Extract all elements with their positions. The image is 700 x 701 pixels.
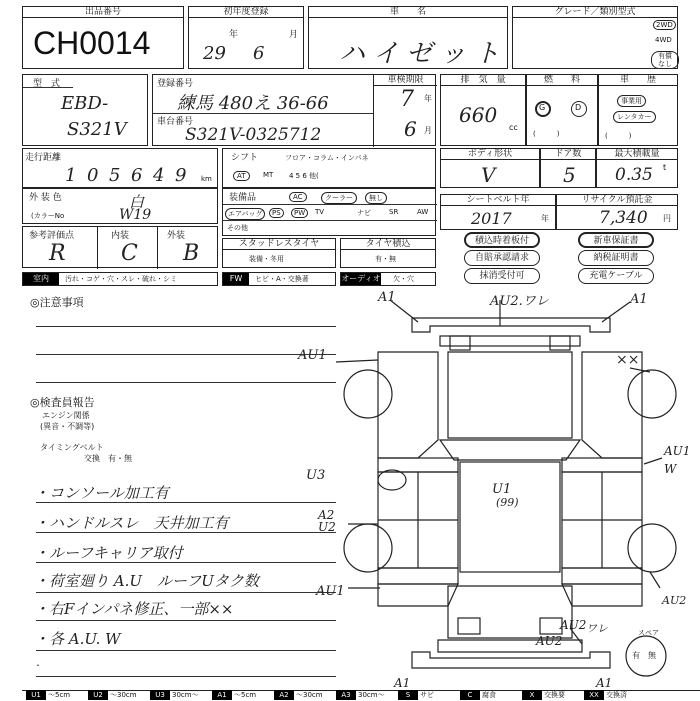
fw-cell	[222, 272, 336, 286]
recycle-unit: 円	[663, 214, 671, 223]
drive-other: 有償 なし	[651, 51, 679, 69]
color-no-label: (カラーNo	[31, 212, 65, 220]
shift-label: シフト	[231, 150, 258, 163]
lot-number-cell	[22, 6, 184, 69]
first-registration-label: 初年度登録	[189, 7, 303, 18]
displacement-label: 排 気 量	[441, 75, 525, 86]
mark-u1-center-sub: (99)	[496, 496, 519, 509]
capacity-cell	[596, 148, 678, 188]
lot-number-label: 出品番号	[23, 7, 183, 18]
mileage-cell	[22, 148, 218, 188]
studless-options: 装備・冬用	[249, 255, 284, 263]
mark-xx-right: ××	[616, 352, 640, 368]
registration-cell: 登録番号 練馬 480え 36-66 車台番号 S321V-0325712 車検期限 7 年 6 月	[152, 74, 436, 146]
legend-code-5: A2	[274, 690, 294, 700]
seatbelt-label: シートベルト年	[441, 195, 555, 206]
legend-text-5: ～30cm	[296, 691, 323, 699]
mark-u3: U3	[306, 468, 326, 483]
note-line-3: ・ルーフキャリア取付	[34, 544, 183, 562]
mark-u1-center: U1	[492, 482, 512, 497]
interior-condition-items: 汚れ・コゲ・穴・スレ・破れ・シミ	[65, 275, 177, 283]
studless-cell	[222, 238, 336, 268]
ref-eval-label: 参考評価点	[29, 228, 74, 241]
exterior-eval-label: 外装	[167, 228, 185, 241]
capacity-label: 最大積載量	[597, 149, 677, 160]
color-no-value: W19	[119, 207, 152, 223]
mileage-digit-1: 1	[65, 165, 77, 186]
mark-a1-bottom-left: A1	[394, 676, 411, 690]
seatbelt-unit: 年	[541, 214, 549, 223]
inspector-title: ◎検査員報告	[30, 396, 95, 409]
chassis-value: S321V-0325712	[185, 125, 322, 145]
legend-code-8: C	[460, 690, 480, 700]
audio-cell	[340, 272, 436, 286]
engine-label: エンジン関係	[42, 411, 90, 420]
mark-au2-rear2: AU2	[560, 618, 587, 632]
equip-sr: SR	[389, 208, 399, 216]
fuel-label: 燃 料	[527, 75, 597, 86]
legend-text-3: 30cm～	[172, 691, 199, 699]
audio-label: オーディオ	[341, 274, 381, 283]
displacement-cell	[440, 74, 526, 146]
spare-label: スペア	[638, 629, 659, 637]
capacity-unit: t	[663, 163, 667, 172]
legend-text-7: サビ	[420, 691, 434, 699]
first-reg-month: 6	[253, 43, 265, 64]
legend-code-6: A3	[336, 690, 356, 700]
shift-options: フロア・コラム・インパネ	[285, 154, 369, 162]
timing-label: タイミングベルト	[40, 443, 104, 452]
legend-text-9: 交換要	[544, 691, 565, 699]
fuel-gasoline: G	[539, 103, 546, 112]
fw-items: ヒビ・A・交換著	[255, 275, 309, 283]
legend-text-8: 腐食	[482, 691, 496, 699]
mark-a2-left: A2	[318, 508, 335, 522]
doc-button-1: 積込時着板付	[464, 232, 540, 248]
doors-value: 5	[563, 163, 576, 187]
fuel-diesel: D	[575, 103, 582, 112]
mark-u2-left: U2	[318, 520, 336, 534]
interior-condition-label: 室内	[23, 273, 59, 285]
studless-label: スタッドレスタイヤ	[223, 239, 335, 250]
model-type-cell	[22, 74, 148, 146]
mileage-digit-5: 4	[153, 165, 165, 186]
mileage-digit-2: 0	[87, 165, 99, 186]
audio-items: 欠・穴	[393, 275, 414, 283]
recycle-cell	[556, 194, 678, 230]
model-name-cell	[308, 6, 508, 69]
mileage-label: 走行距離	[25, 150, 61, 163]
chassis-label: 車台番号	[157, 114, 193, 127]
mark-a1-bottom-right: A1	[596, 676, 613, 690]
model-type-1: EBD-	[61, 93, 109, 114]
exterior-color-cell	[22, 188, 218, 224]
mileage-digit-3: 5	[109, 165, 121, 186]
first-registration-cell	[188, 6, 304, 69]
tire-load-label: タイヤ積込	[341, 239, 435, 250]
model-type-label: 型 式	[33, 76, 60, 89]
legend-code-1: U1	[26, 690, 46, 700]
mark-w-right: W	[664, 462, 677, 476]
ref-eval-value: R	[49, 241, 66, 266]
doc-button-2: 新車保証書	[578, 232, 654, 248]
interior-eval-label: 内装	[111, 228, 129, 241]
equip-ps: PS	[269, 208, 284, 218]
grade-label: グレード／類別型式	[513, 7, 677, 18]
fw-label: FW	[223, 273, 249, 285]
history-business: 事業用	[617, 95, 646, 107]
note-line-1: ・コンソール加工有	[34, 484, 169, 502]
body-type-cell	[440, 148, 540, 188]
equip-cooler: クーラー	[321, 192, 357, 204]
shift-mt: MT	[263, 171, 274, 179]
capacity-value: 0.35	[615, 165, 653, 185]
equip-ac: AC	[289, 192, 307, 202]
note-line-5: ・右Fインパネ修正、一部××	[34, 600, 234, 618]
legend-code-9: X	[522, 690, 542, 700]
exterior-color-label: 外 装 色	[29, 190, 62, 203]
note-line-2: ・ハンドルスレ 天井加工有	[34, 514, 229, 532]
legend-code-7: S	[398, 690, 418, 700]
engine-sub: (異音・不調等)	[40, 422, 95, 431]
legend-text-10: 交換済	[606, 691, 627, 699]
displacement-value: 660	[459, 103, 498, 127]
equip-none: 無し	[365, 192, 387, 204]
equip-aw: AW	[417, 208, 429, 216]
model-type-2: S321V	[67, 119, 127, 140]
model-name-label: 車 名	[309, 7, 507, 18]
legend-text-4: ～5cm	[234, 691, 257, 699]
equipment-label: 装備品	[229, 190, 256, 203]
equip-other-label: その他	[227, 224, 248, 232]
legend-text-6: 30cm～	[358, 691, 385, 699]
mark-au2-top: AU2.ワレ	[490, 294, 549, 309]
fuel-cell: 燃 料 G D ( )	[526, 74, 598, 146]
lot-number: CH0014	[33, 25, 151, 61]
inspection-month: 6	[404, 117, 417, 141]
drive-4wd: 4WD	[655, 36, 672, 44]
year-unit: 年	[229, 30, 239, 40]
legend-text-2: ～30cm	[110, 691, 137, 699]
mark-a1-top-right: A1	[630, 292, 648, 307]
tire-load-options: 有・無	[375, 255, 396, 263]
shift-cell	[222, 148, 436, 188]
exterior-eval-value: B	[183, 241, 200, 266]
interior-condition-cell	[22, 272, 218, 286]
equipment-cell	[222, 188, 436, 236]
mark-a1-top-left: A1	[378, 290, 396, 305]
grade-cell	[512, 6, 678, 69]
caution-title: ◎注意事項	[30, 296, 84, 309]
mark-au1-bottom-left: AU1	[316, 584, 345, 599]
equip-airbag: エアバッグ	[225, 208, 265, 220]
doors-label: ドア数	[541, 149, 595, 160]
note-line-4: ・荷室廻り A.U ルーフUタク数	[34, 572, 259, 590]
mark-au1-right: AU1	[664, 444, 691, 458]
history-cell: 車 歴 事業用 レンタカー ( )	[598, 74, 678, 146]
equip-navi: ナビ	[357, 209, 371, 217]
history-label: 車 歴	[599, 75, 677, 86]
shift-gears: 4 5 6 他(	[289, 172, 319, 180]
registration-label: 登録番号	[157, 76, 193, 89]
legend-code-4: A1	[212, 690, 232, 700]
inspection-label: 車検期限	[374, 75, 437, 86]
doors-cell	[540, 148, 596, 188]
doc-button-6: 充電ケーブル	[578, 268, 654, 284]
interior-eval-value: C	[121, 241, 138, 266]
mark-au1-left: AU1	[298, 348, 327, 363]
mark-au2-rear: AU2	[536, 634, 563, 648]
inspection-year: 7	[400, 87, 414, 112]
exterior-color-value: 白	[129, 193, 145, 211]
mileage-digit-4: 6	[131, 165, 143, 186]
doc-button-3: 自賠承認請求	[464, 250, 540, 266]
seatbelt-value: 2017	[471, 209, 512, 228]
first-reg-year: 29	[203, 43, 226, 64]
recycle-label: リサイクル預託金	[557, 195, 677, 206]
equip-tv: TV	[315, 208, 325, 216]
body-type-label: ボディ形状	[441, 149, 539, 160]
shift-at: AT	[233, 171, 250, 181]
displacement-unit: cc	[509, 123, 518, 132]
equip-pw: PW	[291, 208, 308, 218]
history-rental: レンタカー	[613, 111, 656, 123]
doc-button-4: 納税証明書	[578, 250, 654, 266]
legend-code-3: U3	[150, 690, 170, 700]
model-name: ハイゼット	[339, 39, 508, 69]
legend-code-10: XX	[584, 690, 604, 700]
mark-ware-rear: ワレ	[586, 622, 608, 635]
body-type-value: V	[481, 163, 496, 187]
evaluation-cell	[22, 226, 218, 268]
note-line-6: ・各 A.U. W	[34, 630, 121, 648]
seatbelt-cell	[440, 194, 556, 230]
spare-value: 有 無	[632, 651, 656, 660]
timing-exchange: 交換 有・無	[84, 454, 132, 463]
mileage-unit: km	[201, 175, 212, 183]
tire-load-cell	[340, 238, 436, 268]
mark-au2-bottom-right: AU2	[662, 594, 687, 607]
legend-text-1: ～5cm	[48, 691, 71, 699]
drive-2wd: 2WD	[653, 20, 676, 30]
legend-code-2: U2	[88, 690, 108, 700]
registration-value: 練馬 480え 36-66	[177, 93, 329, 114]
recycle-value: 7,340	[599, 208, 648, 228]
mileage-digit-6: 9	[175, 165, 187, 186]
doc-button-5: 抹消受付可	[464, 268, 540, 284]
month-unit: 月	[289, 30, 299, 40]
